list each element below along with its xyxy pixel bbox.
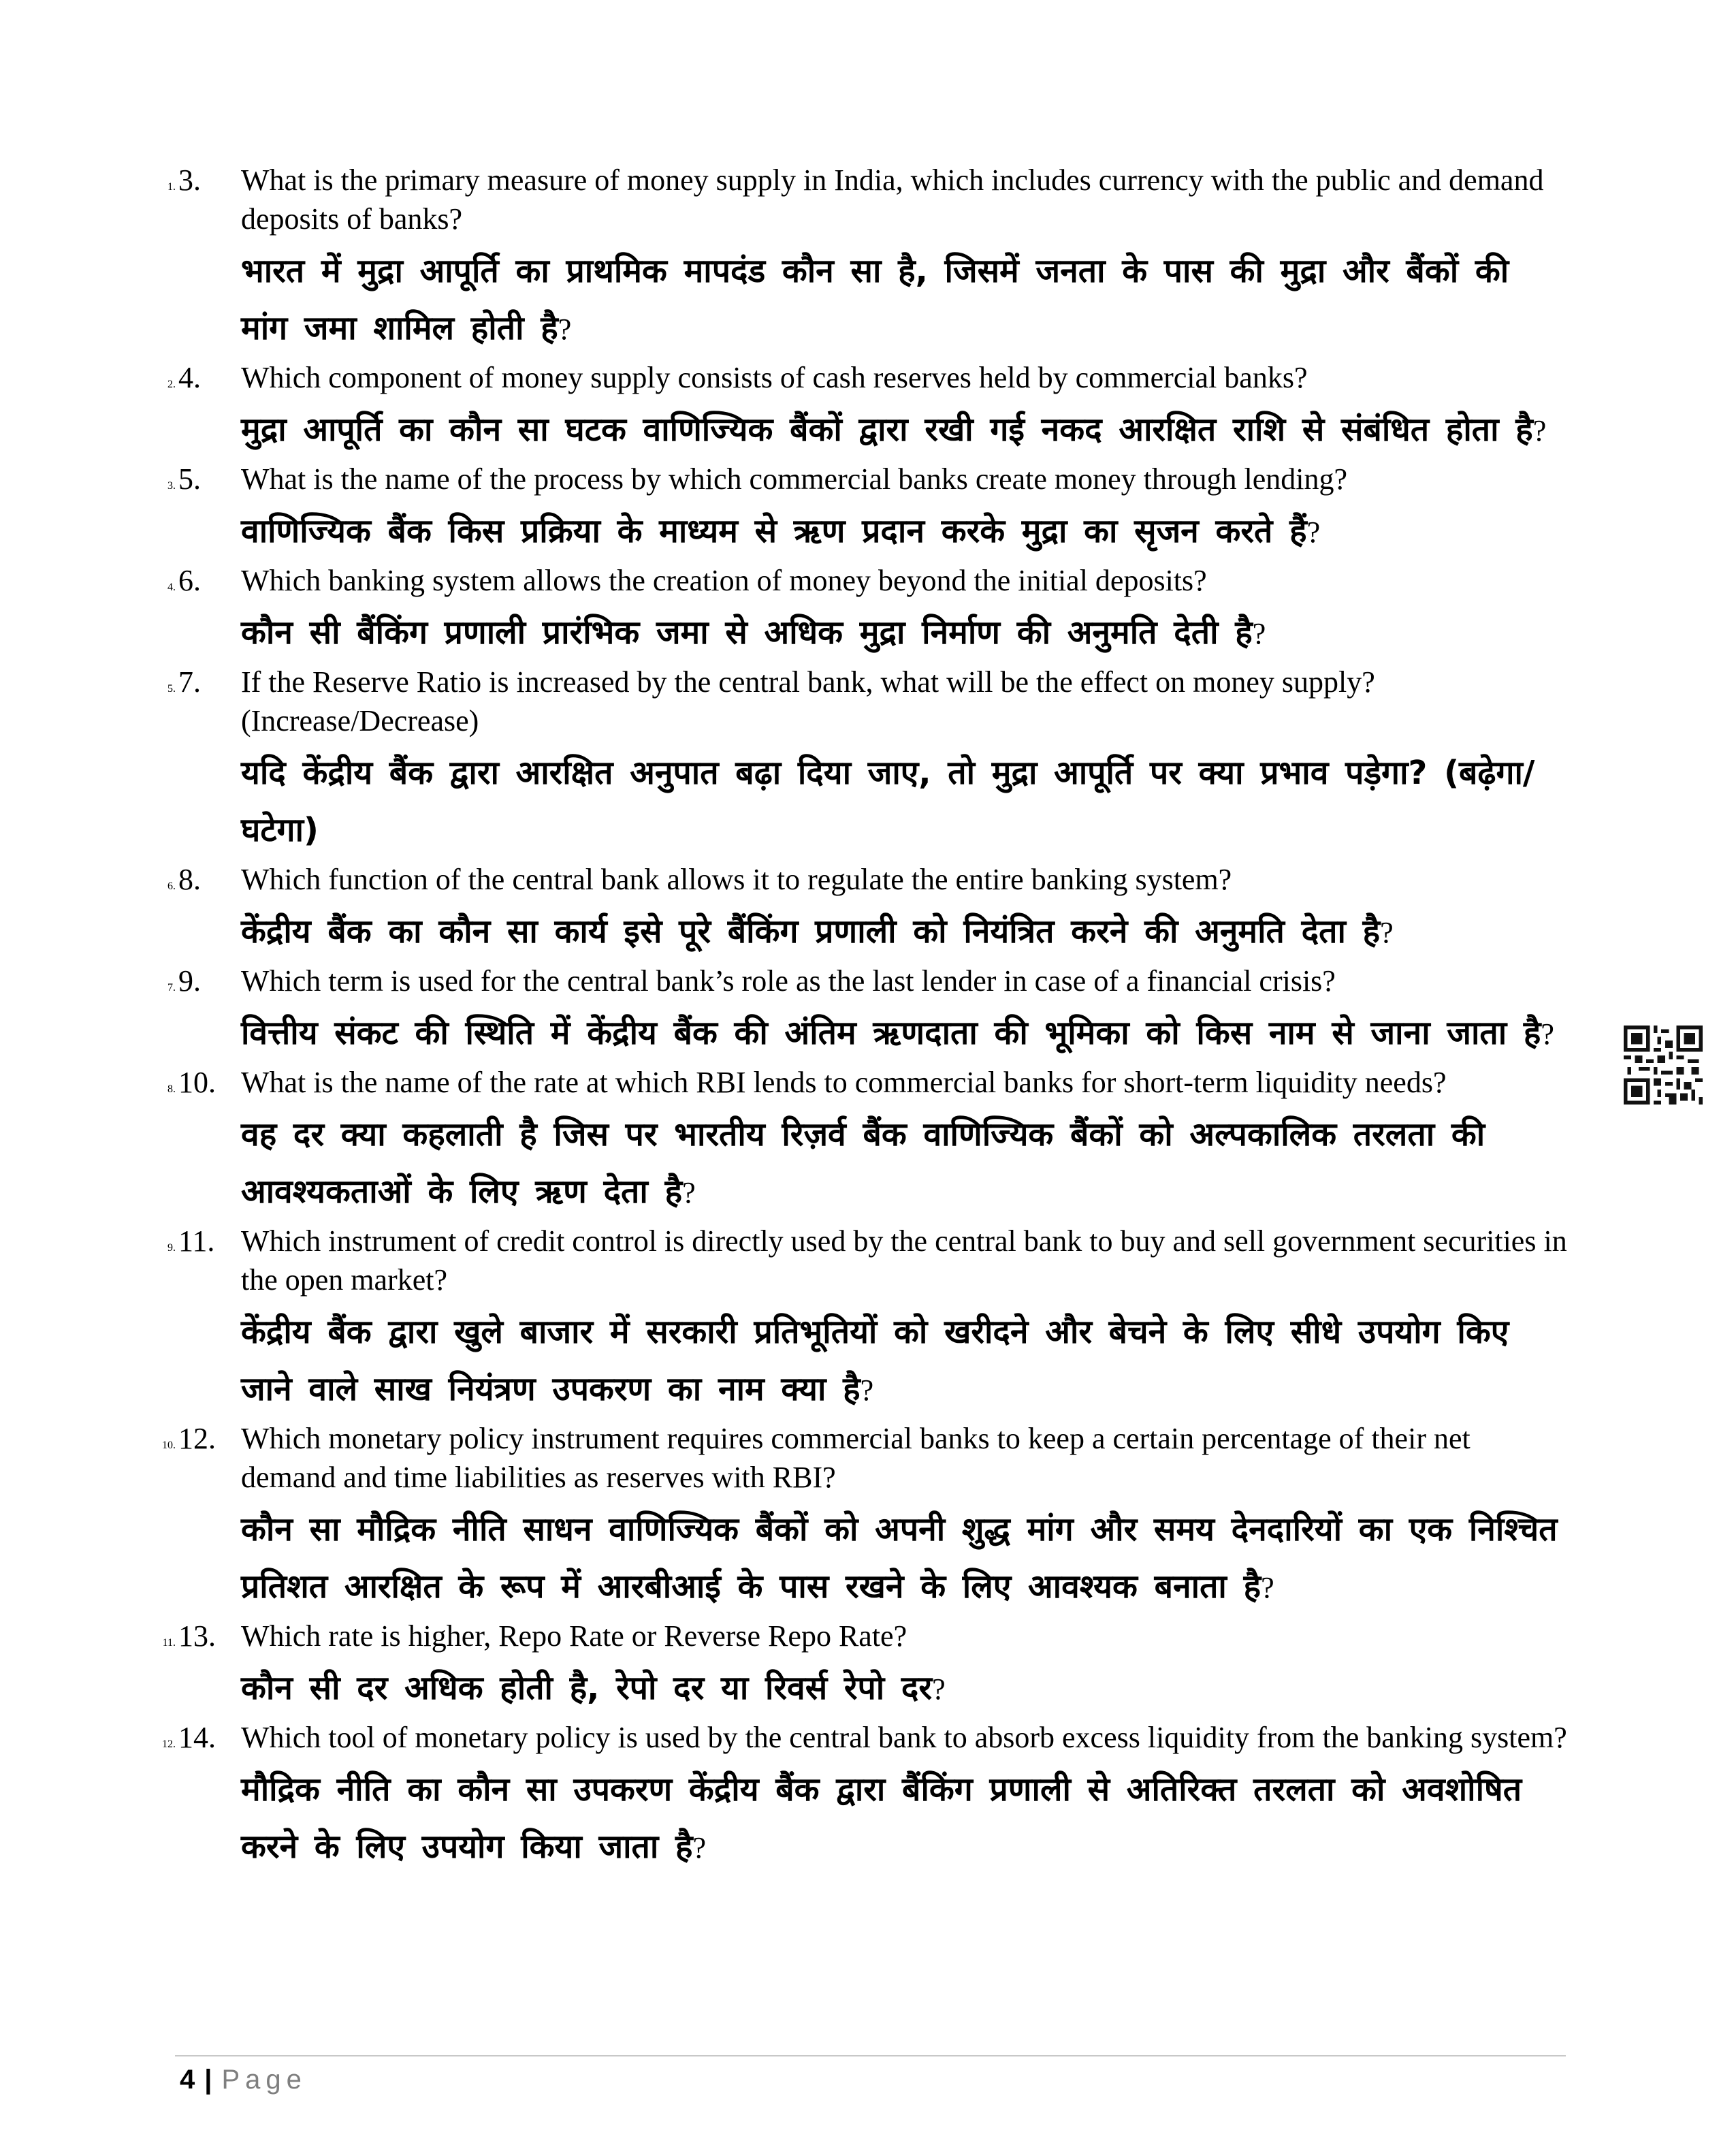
question-number: 12. 14. xyxy=(178,1721,216,1754)
question-number: 9. 11. xyxy=(178,1224,215,1258)
question-hindi xyxy=(241,503,1567,561)
question-mark: ? xyxy=(1532,414,1547,447)
question-english: Which instrument of credit control is directly used by the central bank to buy and sell government securities in the open market? xyxy=(241,1224,1567,1297)
qr-code-graphic xyxy=(1624,1025,1703,1105)
question-english: What is the primary measure of money supply in India, which includes currency with the public and demand deposits of banks? xyxy=(241,163,1544,236)
question-item xyxy=(178,1718,1567,1877)
question-number: 6. 8. xyxy=(178,863,201,896)
question-hindi-text: मौद्रिक नीति का कौन सा उपकरण केंद्रीय बैंक द्वारा बैंकिंग प्रणाली से अतिरिक्त तरलता को अवशोषित करने के लिए उपयोग किया जाता है xyxy=(241,1770,1522,1866)
question-number: 4. 6. xyxy=(178,564,201,597)
question-mark: ? xyxy=(1306,515,1321,549)
question-hindi xyxy=(241,744,1567,860)
question-item xyxy=(178,1617,1567,1718)
question-mark: ? xyxy=(1261,1571,1274,1604)
question-hindi xyxy=(241,1659,1567,1718)
question-english: What is the name of the process by which commercial banks create money through lending? xyxy=(241,462,1348,496)
question-hindi xyxy=(241,401,1567,460)
question-mark: ? xyxy=(1380,916,1394,949)
question-hindi-text: वित्तीय संकट की स्थिति में केंद्रीय बैंक की अंतिम ऋणदाता की भूमिका को किस नाम से जाना जाता है xyxy=(241,1014,1541,1052)
question-mark: ? xyxy=(1541,1017,1554,1051)
question-hindi-text: कौन सी दर अधिक होती है, रेपो दर या रिवर्स रेपो दर xyxy=(241,1669,933,1707)
question-hindi xyxy=(241,1303,1567,1419)
question-mark: ? xyxy=(682,1176,696,1209)
question-hindi-text: केंद्रीय बैंक द्वारा खुले बाजार में सरकारी प्रतिभूतियों को खरीदने और बेचने के लिए सीधे उपयोग किए जाने वाले साख नियंत्रण उपकरण का नाम क्या है xyxy=(241,1313,1509,1408)
question-mark: ? xyxy=(558,313,572,346)
page-label: Page xyxy=(221,2065,307,2095)
question-number: 8. 10. xyxy=(178,1066,216,1099)
question-english: Which term is used for the central bank’s role as the last lender in case of a financial crisis? xyxy=(241,964,1336,998)
question-hindi-text: भारत में मुद्रा आपूर्ति का प्राथमिक मापदंड कौन सा है, जिसमें जनता के पास की मुद्रा और बैंकों की मांग जमा शामिल होती है xyxy=(241,252,1509,347)
question-number: 5. 7. xyxy=(178,665,201,699)
question-hindi xyxy=(241,1761,1567,1877)
question-number: 10. 12. xyxy=(178,1422,216,1455)
question-item xyxy=(178,663,1567,860)
question-item xyxy=(178,460,1567,561)
question-hindi xyxy=(241,1004,1567,1063)
question-number: 3. 5. xyxy=(178,462,201,496)
question-hindi xyxy=(241,903,1567,962)
question-number: 2. 4. xyxy=(178,361,201,394)
question-english: Which rate is higher, Repo Rate or Reverse Repo Rate? xyxy=(241,1619,907,1653)
question-hindi-text: वह दर क्या कहलाती है जिस पर भारतीय रिज़र्व बैंक वाणिज्यिक बैंकों को अल्पकालिक तरलता की आवश्यकताओं के लिए ऋण देता है xyxy=(241,1115,1485,1211)
question-english: If the Reserve Ratio is increased by the central bank, what will be the effect on money supply? (Increase/Decrease) xyxy=(241,665,1375,737)
question-english: Which function of the central bank allows it to regulate the entire banking system? xyxy=(241,863,1232,896)
question-hindi xyxy=(241,1106,1567,1222)
question-number: 11. 13. xyxy=(178,1619,216,1653)
question-hindi xyxy=(241,1501,1567,1617)
question-english: Which monetary policy instrument requires commercial banks to keep a certain percentage of their net demand and time liabilities as reserves with RBI? xyxy=(241,1422,1470,1494)
question-mark: ? xyxy=(860,1373,874,1407)
question-item xyxy=(178,561,1567,663)
question-hindi xyxy=(241,604,1567,663)
qr-code-icon[interactable] xyxy=(1624,1025,1703,1105)
question-item xyxy=(178,1063,1567,1222)
question-item xyxy=(178,1222,1567,1419)
page-number: 4 xyxy=(180,2065,195,2095)
question-item xyxy=(178,860,1567,962)
question-english: Which component of money supply consists of cash reserves held by commercial banks? xyxy=(241,361,1308,394)
question-mark: ? xyxy=(932,1672,946,1706)
page-footer xyxy=(180,2059,307,2100)
question-item xyxy=(178,358,1567,460)
question-hindi-text: मुद्रा आपूर्ति का कौन सा घटक वाणिज्यिक बैंकों द्वारा रखी गई नकद आरक्षित राशि से संबंधित होता है xyxy=(241,411,1533,449)
question-number: 7. 9. xyxy=(178,964,201,998)
question-hindi-text: कौन सा मौद्रिक नीति साधन वाणिज्यिक बैंकों को अपनी शुद्ध मांग और समय देनदारियों का एक निश्चित प्रतिशत आरक्षित के रूप में आरबीआई के पास रखने के लिए आवश्यक बनाता है xyxy=(241,1510,1558,1606)
question-list xyxy=(178,161,1567,1877)
question-mark: ? xyxy=(1252,617,1266,650)
footer-divider xyxy=(175,2055,1566,2056)
footer-separator: | xyxy=(204,2065,212,2095)
question-item xyxy=(178,161,1567,358)
question-item xyxy=(178,962,1567,1063)
question-mark: ? xyxy=(692,1831,707,1864)
question-item xyxy=(178,1419,1567,1617)
question-hindi-text: यदि केंद्रीय बैंक द्वारा आरक्षित अनुपात बढ़ा दिया जाए, तो मुद्रा आपूर्ति पर क्या प्रभाव पड़ेगा? (बढ़ेगा/घटेगा) xyxy=(241,754,1535,849)
question-hindi-text: वाणिज्यिक बैंक किस प्रक्रिया के माध्यम से ऋण प्रदान करके मुद्रा का सृजन करते हैं xyxy=(241,512,1307,550)
question-number: 1. 3. xyxy=(178,163,201,197)
question-english: Which tool of monetary policy is used by the central bank to absorb excess liquidity from the banking system? xyxy=(241,1721,1567,1754)
question-english: What is the name of the rate at which RBI lends to commercial banks for short-term liquidity needs? xyxy=(241,1066,1447,1099)
question-english: Which banking system allows the creation of money beyond the initial deposits? xyxy=(241,564,1207,597)
question-hindi-text: कौन सी बैंकिंग प्रणाली प्रारंभिक जमा से अधिक मुद्रा निर्माण की अनुमति देती है xyxy=(241,614,1253,652)
question-hindi xyxy=(241,242,1567,358)
question-hindi-text: केंद्रीय बैंक का कौन सा कार्य इसे पूरे बैंकिंग प्रणाली को नियंत्रित करने की अनुमति देता है xyxy=(241,912,1381,951)
